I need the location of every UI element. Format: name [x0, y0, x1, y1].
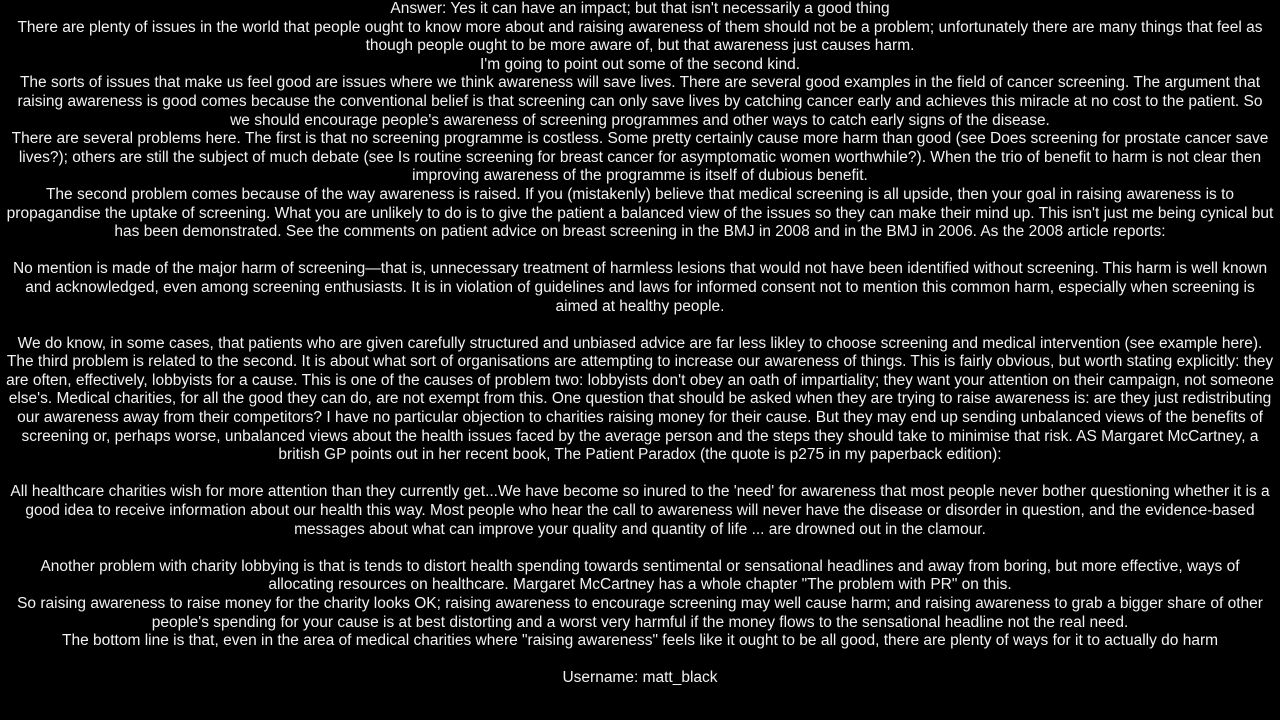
- spacer: [0, 316, 1280, 335]
- paragraph-first-problem: There are several problems here. The first is that no screening programme is costless. Some pretty certainly cause more harm than good (see Does screening for prostate cancer save lives?); others are still the subject of much debate (see Is routine screening for breast cancer for asymptomatic women worthwhile?). When the trio of benefit to harm is not clear then improving awareness of the programme is itself of dubious benefit.: [11, 130, 1269, 185]
- blockquote-charities: All healthcare charities wish for more attention than they currently get...We have become so inured to the 'need' for awareness that most people never bother questioning whether it is a good idea to receive information about our health this way. Most people who hear the call to awareness will never have the disease or disorder in question, and the evidence-based messages about what can improve your quality and quantity of life ... are drowned out in the clamour.: [10, 483, 1270, 538]
- paragraph-intro: There are plenty of issues in the world that people ought to know more about and raising awareness of them should not be a problem; unfortunately there are many things that feel as though people ought to be more aware of, but that awareness just causes harm.: [17, 18, 1263, 55]
- blockquote-bmj: No mention is made of the major harm of screening—that is, unnecessary treatment of harmless lesions that would not have been identified without screening. This harm is well known and acknowledged, even among screening enthusiasts. It is in violation of guidelines and laws for informed consent not to mention this common harm, especially when screening is aimed at healthy people.: [12, 260, 1268, 315]
- paragraph-bottom-line: The bottom line is that, even in the area of medical charities where "raising awareness" feels like it ought to be all good, there are plenty of ways for it to actually do harm: [61, 632, 1219, 650]
- username-label: Username: matt_black: [562, 668, 718, 686]
- spacer: [0, 465, 1280, 484]
- spacer: [0, 539, 1280, 558]
- paragraph-third-problem: The third problem is related to the second. It is about what sort of organisations are attempting to increase our awareness of things. This is fairly obvious, but worth stating explicitly: they are often, effectively, lobbyists for a cause. This is one of the causes of problem two: lobbyists don't obey an oath of impartiality; they want your attention on their campaign, not someone else's. Medical charities, for all the good they can do, are not exempt from this. One question that should be asked when they are trying to raise awareness is: are they just redistributing our awareness away from their competitors? I have no particular objection to charities raising money for their cause. But they may end up sending unbalanced views of the benefits of screening or, perhaps worse, unbalanced views about the health issues faced by the average person and the steps they should take to minimise that risk. AS Margaret McCartney, a british GP points out in her recent book, The Patient Paradox (the quote is p275 in my paperback edition):: [6, 353, 1274, 464]
- blockquote-we-do-know: We do know, in some cases, that patients who are given carefully structured and unbiased advice are far less likley to choose screening and medical intervention (see example here).: [17, 334, 1263, 352]
- paragraph-second-problem: The second problem comes because of the way awareness is raised. If you (mistakenly) believe that medical screening is all upside, then your goal in raising awareness is to propagandise the uptake of screening. What you are unlikely to do is to give the patient a balanced view of the issues so they can make their mind up. This isn't just me being cynical but has been demonstrated. See the comments on patient advice on breast screening in the BMJ in 2008 and in the BMJ in 2006. As the 2008 article reports:: [6, 185, 1274, 241]
- paragraph-second-kind: I'm going to point out some of the second kind.: [479, 55, 801, 73]
- blockquote-lobbying: Another problem with charity lobbying is that is tends to distort health spending towards sentimental or sensational headlines and away from boring, but more effective, ways of allocating resources on healthcare. Margaret McCartney has a whole chapter "The problem with PR" on this.: [40, 557, 1240, 594]
- spacer: [0, 242, 1280, 261]
- paragraph-summary: So raising awareness to raise money for the charity looks OK; raising awareness to encourage screening may well cause harm; and raising awareness to grab a bigger share of other people's spending for your cause is at best distorting and a worst very harmful if the money flows to the sensational headline not the real need.: [17, 595, 1263, 631]
- paragraph-good-issues: The sorts of issues that make us feel good are issues where we think awareness will save lives. There are several good examples in the field of cancer screening. The argument that raising awareness is good comes because the conventional belief is that screening can only save lives by catching cancer early and achieves this miracle at no cost to the patient. So we should encourage people's awareness of screening programmes and other ways to catch early signs of the disease.: [17, 74, 1263, 129]
- answer-heading: Answer: Yes it can have an impact; but that isn't necessarily a good thing: [390, 0, 890, 17]
